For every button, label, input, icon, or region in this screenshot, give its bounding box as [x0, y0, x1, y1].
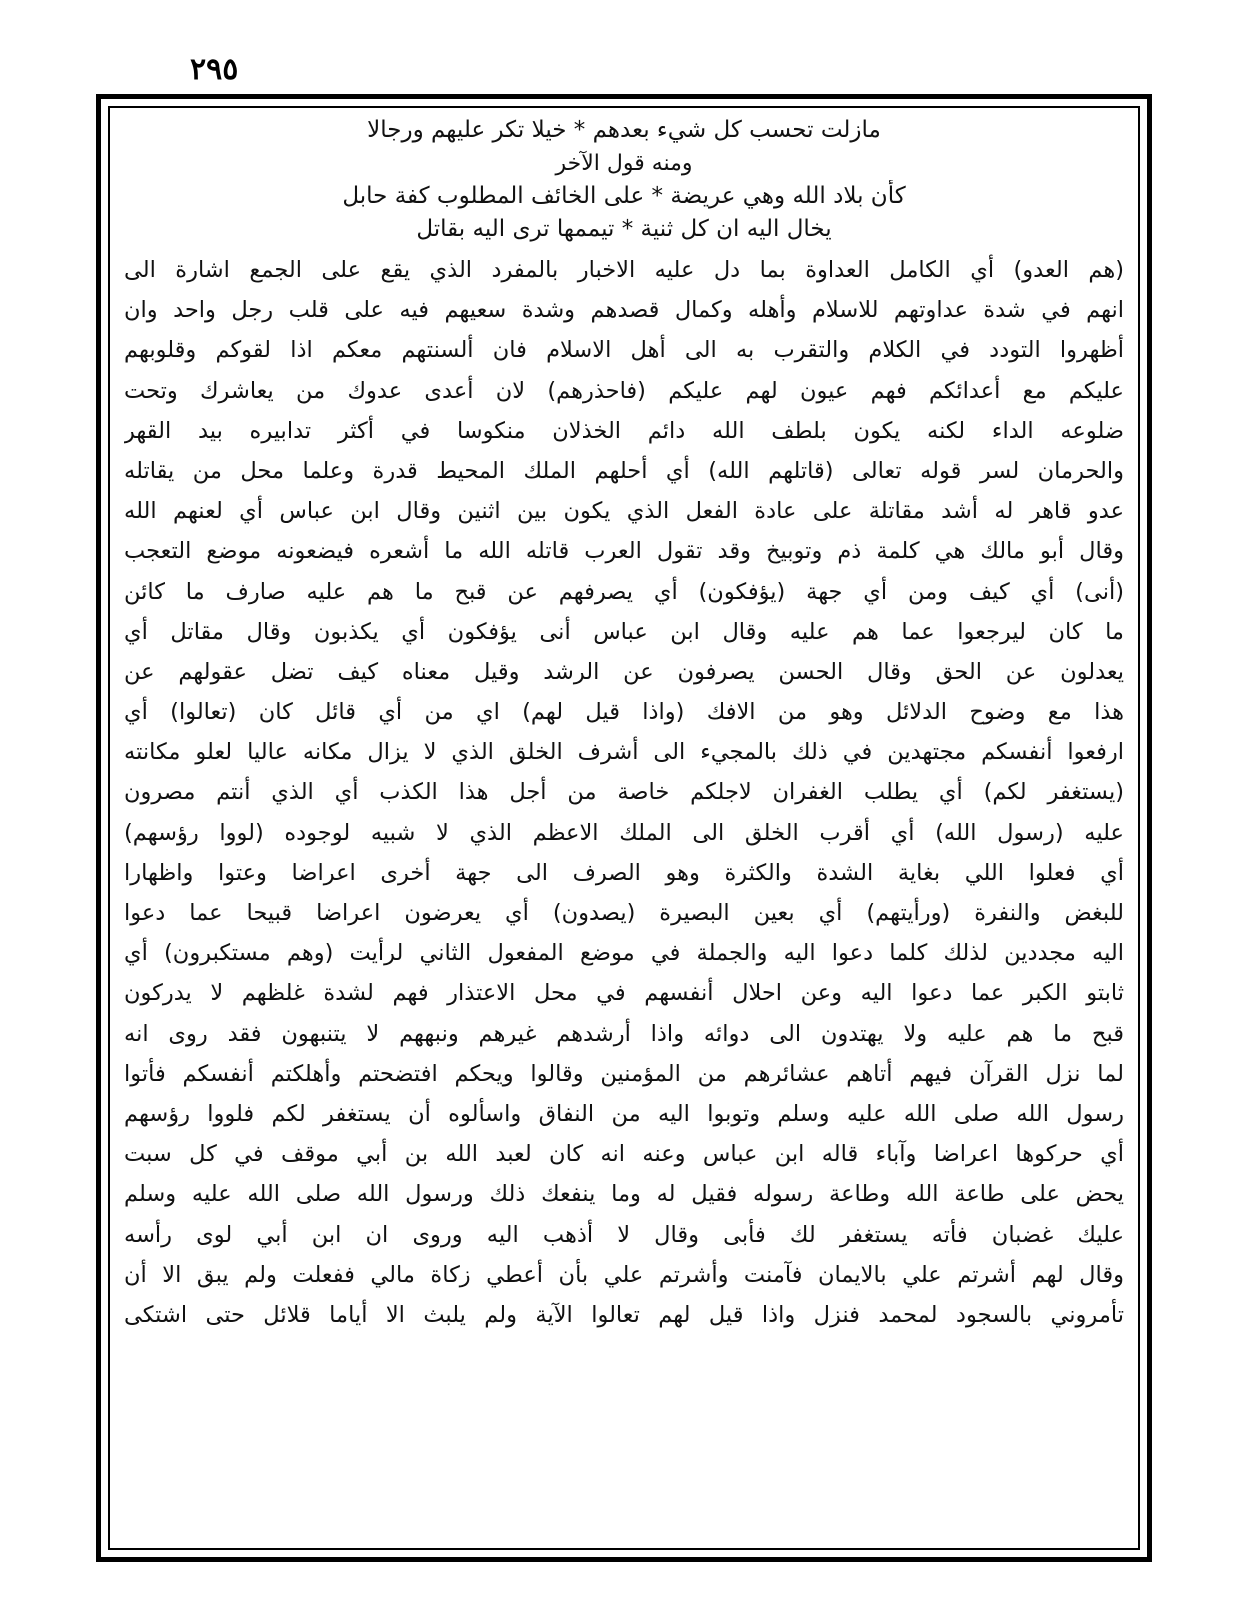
text-line: (هم العدو) أي الكامل العداوة بما دل عليه الاخبار بالمفرد الذي يقع على الجمع اشارة الى — [124, 257, 1124, 283]
text-line: والحرمان لسر قوله تعالى (قاتلهم الله) أي أحلهم الملك المحيط قدرة وعلما محل من يقاتله — [124, 457, 1124, 484]
text-line: أظهروا التودد في الكلام والتقرب به الى أهل الاسلام فان ألسنتهم معكم اذا لقوكم وقلوبهم — [124, 337, 1124, 364]
verse-line: يخال اليه ان كل ثنية * تيممها ترى اليه بقاتل — [416, 216, 832, 242]
text-line: ثابتو الكبر عما دعوا اليه وعن احلال أنفسهم في محل الاعتذار فهم لشدة غلظهم لا يدركون — [124, 980, 1124, 1007]
text-line: تأمروني بالسجود لمحمد فنزل واذا قيل لهم تعالوا الآية ولم يلبث الا أياما قلائل حتى اشتكى — [124, 1301, 1124, 1328]
text-line: عليه (رسول الله) أي أقرب الخلق الى الملك الاعظم الذي لا شبيه لوجوده (لووا رؤسهم) — [124, 819, 1124, 846]
text-line: عليك غضبان فأته يستغفر لك فأبى وقال لا أذهب اليه وروى ان ابن أبي لوى رأسه — [124, 1221, 1124, 1248]
text-line: هذا مع وضوح الدلائل وهو من الافك (واذا قيل لهم) اي من أي قائل كان (تعالوا) أي — [124, 699, 1124, 726]
text-line: أي حركوها اعراضا وآباء قاله ابن عباس وعنه انه كان لعبد الله بن أبي موقف في كل سبت — [124, 1141, 1124, 1168]
text-line: لما نزل القرآن فيهم أتاهم عشائرهم من المؤمنين وقالوا ويحكم افتضحتم وأهلكتم أنفسكم فأتوا — [124, 1060, 1124, 1087]
verse-line: مازلت تحسب كل شيء بعدهم * خيلا تكر عليهم ورجالا — [367, 117, 881, 143]
text-line: ارفعوا أنفسكم مجتهدين في ذلك بالمجيء الى أشرف الخلق الذي لا يزال مكانه عاليا لعلو مكانته — [124, 739, 1124, 766]
text-line: ضلوعه الداء لكنه يكون بلطف الله دائم الخذلان منكوسا في أكثر تدابيره بيد القهر — [124, 417, 1124, 444]
poetry-block — [124, 114, 1124, 246]
commentary-body — [124, 250, 1124, 1335]
text-line: يحض على طاعة الله وطاعة رسوله فقيل له وما ينفعك ذلك ورسول الله صلى الله عليه وسلم — [124, 1181, 1124, 1208]
text-line: عليكم مع أعدائكم فهم عيون لهم عليكم (فاحذرهم) لان أعدى عدوك من يعاشرك وتحت — [124, 377, 1124, 404]
text-line: اليه مجددين لذلك كلما دعوا اليه والجملة في موضع المفعول الثاني لرأيت (وهم مستكبرون) أي — [124, 940, 1124, 967]
text-line: (أنى) أي كيف ومن أي جهة (يؤفكون) أي يصرفهم عن قبح ما هم عليه صارف ما كائن — [124, 578, 1124, 605]
text-line: قبح ما هم عليه ولا يهتدون الى دوائه واذا أرشدهم غيرهم ونبههم لا يتنبهون فقد روى انه — [124, 1020, 1124, 1047]
text-line: وقال لهم أشرتم علي بالايمان فآمنت وأشرتم علي بأن أعطي زكاة مالي ففعلت ولم يبق الا أن — [124, 1261, 1124, 1288]
text-line: (يستغفر لكم) أي يطلب الغفران لاجلكم خاصة من أجل هذا الكذب أي الذي أنتم مصرون — [124, 779, 1124, 806]
text-line: يعدلون عن الحق وقال الحسن يصرفون عن الرشد وقيل معناه كيف تضل عقولهم عن — [124, 658, 1124, 685]
page-number: ٢٩٥ — [190, 52, 239, 87]
text-line: وقال أبو مالك هي كلمة ذم وتوبيخ وقد تقول العرب قاتله الله ما أشعره فيضعونه موضع التعجب — [124, 538, 1124, 565]
verse-heading: ومنه قول الآخر — [555, 151, 693, 176]
text-line: عدو قاهر له أشد مقاتلة على عادة الفعل الذي يكون بين اثنين وقال ابن عباس أي لعنهم الله — [124, 498, 1124, 525]
text-line: رسول الله صلى الله عليه وسلم وتوبوا اليه من النفاق واسألوه أن يستغفر لكم فلووا رؤسهم — [124, 1100, 1124, 1127]
text-line: أي فعلوا اللي بغاية الشدة والكثرة وهو الصرف الى جهة أخرى اعراضا وعتوا واظهارا — [124, 859, 1124, 886]
verse-line: كأن بلاد الله وهي عريضة * على الخائف المطلوب كفة حابل — [342, 183, 906, 209]
text-line: للبغض والنفرة (ورأيتهم) أي بعين البصيرة (يصدون) أي يعرضون اعراضا قبيحا عما دعوا — [124, 900, 1124, 926]
text-line: ما كان ليرجعوا عما هم عليه وقال ابن عباس أنى يؤفكون أي يكذبون وقال مقاتل أي — [124, 618, 1124, 645]
text-line: انهم في شدة عداوتهم للاسلام وأهله وكمال قصدهم وشدة سعيهم فيه على قلب رجل واحد وان — [124, 297, 1124, 324]
text-frame — [108, 106, 1140, 1550]
